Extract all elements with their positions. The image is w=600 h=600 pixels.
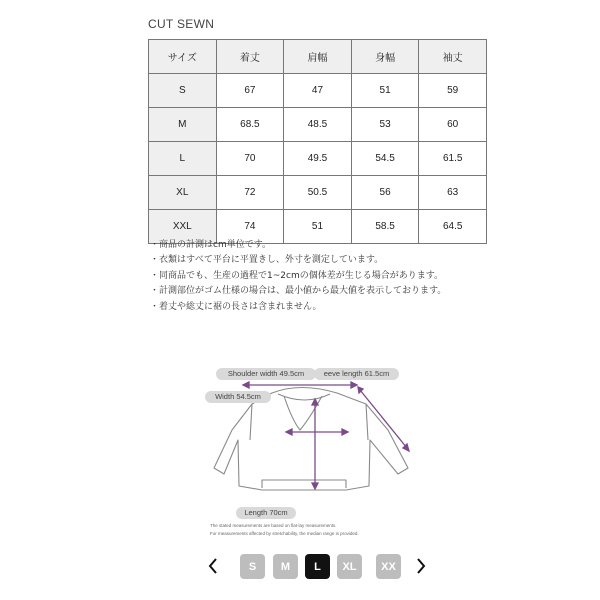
table-cell: 59 (419, 74, 487, 108)
sleeve-length-label: eeve length 61.5cm (314, 368, 399, 380)
note-item: ・ 衣類はすべて平台に平置きし、外寸を測定しています。 (150, 253, 510, 268)
table-cell: 74 (216, 210, 284, 244)
size-button-m[interactable]: M (273, 554, 298, 579)
table-cell: 56 (351, 176, 419, 210)
size-button-l[interactable]: L (305, 554, 330, 579)
table-cell: 60 (419, 108, 487, 142)
table-cell: 67 (216, 74, 284, 108)
table-cell: 51 (284, 210, 352, 244)
table-cell: XL (149, 176, 217, 210)
size-table (148, 39, 487, 244)
table-cell: M (149, 108, 217, 142)
header-size: サイズ (149, 40, 217, 74)
chevron-left-icon (208, 558, 218, 574)
header-chest: 身幅 (351, 40, 419, 74)
table-row (149, 108, 487, 142)
header-length: 着丈 (216, 40, 284, 74)
table-cell: 48.5 (284, 108, 352, 142)
table-cell: 63 (419, 176, 487, 210)
table-cell: 47 (284, 74, 352, 108)
note-item: ・ 商品の計測はcm単位です。 (150, 238, 510, 253)
fine-print-1: The stated measurements are based on flat-lay measurements. (210, 523, 337, 528)
size-button-xl[interactable]: XL (337, 554, 362, 579)
table-cell: 58.5 (351, 210, 419, 244)
header-shoulder: 肩幅 (284, 40, 352, 74)
shoulder-width-label: Shoulder width 49.5cm (216, 368, 316, 380)
table-header-row (149, 40, 487, 74)
next-size-button[interactable] (414, 556, 428, 576)
prev-size-button[interactable] (206, 556, 220, 576)
table-cell: 68.5 (216, 108, 284, 142)
chart-heading: CUT SEWN (148, 17, 215, 31)
table-cell: 72 (216, 176, 284, 210)
chevron-right-icon (416, 558, 426, 574)
table-cell: 54.5 (351, 142, 419, 176)
table-cell: 70 (216, 142, 284, 176)
table-row (149, 142, 487, 176)
size-button-xxl[interactable]: XX (376, 554, 401, 579)
note-item: ・ 着丈や総丈に裾の長さは含まれません。 (150, 300, 510, 315)
table-cell: XXL (149, 210, 217, 244)
table-cell: 61.5 (419, 142, 487, 176)
note-item: ・ 同商品でも、生産の過程で1~2cmの個体差が生じる場合があります。 (150, 269, 510, 284)
table-cell: 50.5 (284, 176, 352, 210)
measurement-notes (150, 238, 510, 315)
fine-print-2: For measurements affected by stretchability, the median range is provided. (210, 531, 359, 536)
length-label: Length 70cm (236, 507, 296, 519)
table-cell: 51 (351, 74, 419, 108)
table-row (149, 74, 487, 108)
header-sleeve: 袖丈 (419, 40, 487, 74)
width-label: Width 54.5cm (205, 391, 271, 403)
table-cell: 53 (351, 108, 419, 142)
table-row (149, 176, 487, 210)
note-item: ・ 計測部位がゴム仕様の場合は、最小値から最大値を表示しております。 (150, 284, 510, 299)
table-cell: 49.5 (284, 142, 352, 176)
table-cell: S (149, 74, 217, 108)
size-button-s[interactable]: S (240, 554, 265, 579)
table-cell: 64.5 (419, 210, 487, 244)
table-cell: L (149, 142, 217, 176)
